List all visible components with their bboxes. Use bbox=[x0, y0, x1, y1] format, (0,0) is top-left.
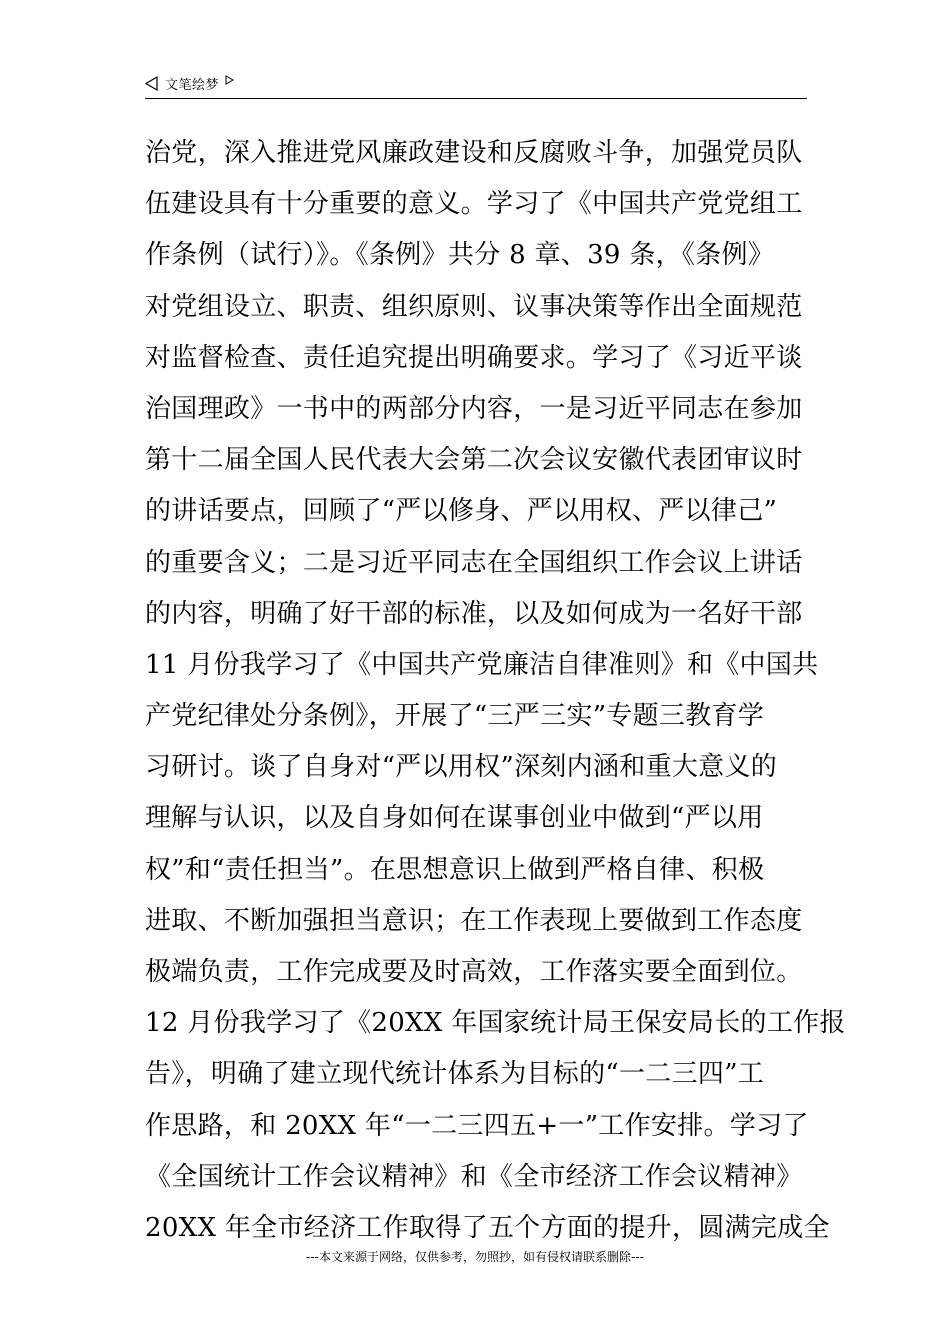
body-line: 进取、不断加强担当意识；在工作表现上要做到工作态度 bbox=[145, 905, 803, 936]
body-line: 理解与认识，以及自身如何在谋事创业中做到“严以用 bbox=[145, 803, 764, 834]
body-line: 《全国统计工作会议精神》和《全市经济工作会议精神》 bbox=[145, 1161, 803, 1192]
body-line: 告》，明确了建立现代统计体系为目标的“一二三四”工 bbox=[145, 1059, 765, 1090]
page-header bbox=[145, 72, 807, 99]
body-line: 产党纪律处分条例》，开展了“三严三实”专题三教育学 bbox=[145, 701, 765, 732]
page-footer-disclaimer: ---本文来源于网络，仅供参考，勿照抄，如有侵权请联系删除--- bbox=[306, 1250, 644, 1264]
body-line: 治党，深入推进党风廉政建设和反腐败斗争，加强党员队 bbox=[145, 138, 803, 168]
body-line: 对党组设立、职责、组织原则、议事决策等作出全面规范 bbox=[145, 291, 803, 322]
body-line: 的重要含义；二是习近平同志在全国组织工作会议上讲话 bbox=[145, 547, 803, 578]
body-line: 第十二届全国人民代表大会第二次会议安徽代表团审议时 bbox=[145, 445, 803, 476]
body-line: 的讲话要点，回顾了“严以修身、严以用权、严以律己” bbox=[145, 496, 778, 527]
body-line: 作思路，和 20XX 年“一二三四五+一”工作安排。学习了 bbox=[145, 1110, 809, 1141]
body-line: 极端负责，工作完成要及时高效，工作落实要全面到位。 bbox=[145, 957, 803, 987]
body-line: 治国理政》一书中的两部分内容，一是习近平同志在参加 bbox=[145, 393, 803, 424]
triangle-left-icon bbox=[145, 76, 158, 91]
body-line: 习研讨。谈了自身对“严以用权”深刻内涵和重大意义的 bbox=[145, 752, 778, 783]
body-line: 12 月份我学习了《20XX 年国家统计局王保安局长的工作报 bbox=[145, 1008, 846, 1039]
body-line: 的内容，明确了好干部的标准，以及如何成为一名好干部 bbox=[145, 598, 803, 629]
triangle-right-icon bbox=[225, 75, 234, 85]
document-body bbox=[145, 128, 846, 1254]
header-brand-group bbox=[145, 74, 234, 93]
body-line: 作条例（试行）》。《条例》共分 8 章、39 条，《条例》 bbox=[145, 240, 775, 271]
body-line: 11 月份我学习了《中国共产党廉洁自律准则》和《中国共 bbox=[145, 649, 819, 680]
body-line: 20XX 年全市经济工作取得了五个方面的提升，圆满完成全 bbox=[145, 1212, 830, 1243]
body-line: 对监督检查、责任追究提出明确要求。学习了《习近平谈 bbox=[145, 342, 803, 373]
body-line: 伍建设具有十分重要的意义。学习了《中国共产党党组工 bbox=[145, 189, 803, 220]
body-line: 权”和“责任担当”。在思想意识上做到严格自律、积极 bbox=[145, 854, 765, 885]
header-brand: 文笔绘梦 bbox=[165, 78, 220, 93]
